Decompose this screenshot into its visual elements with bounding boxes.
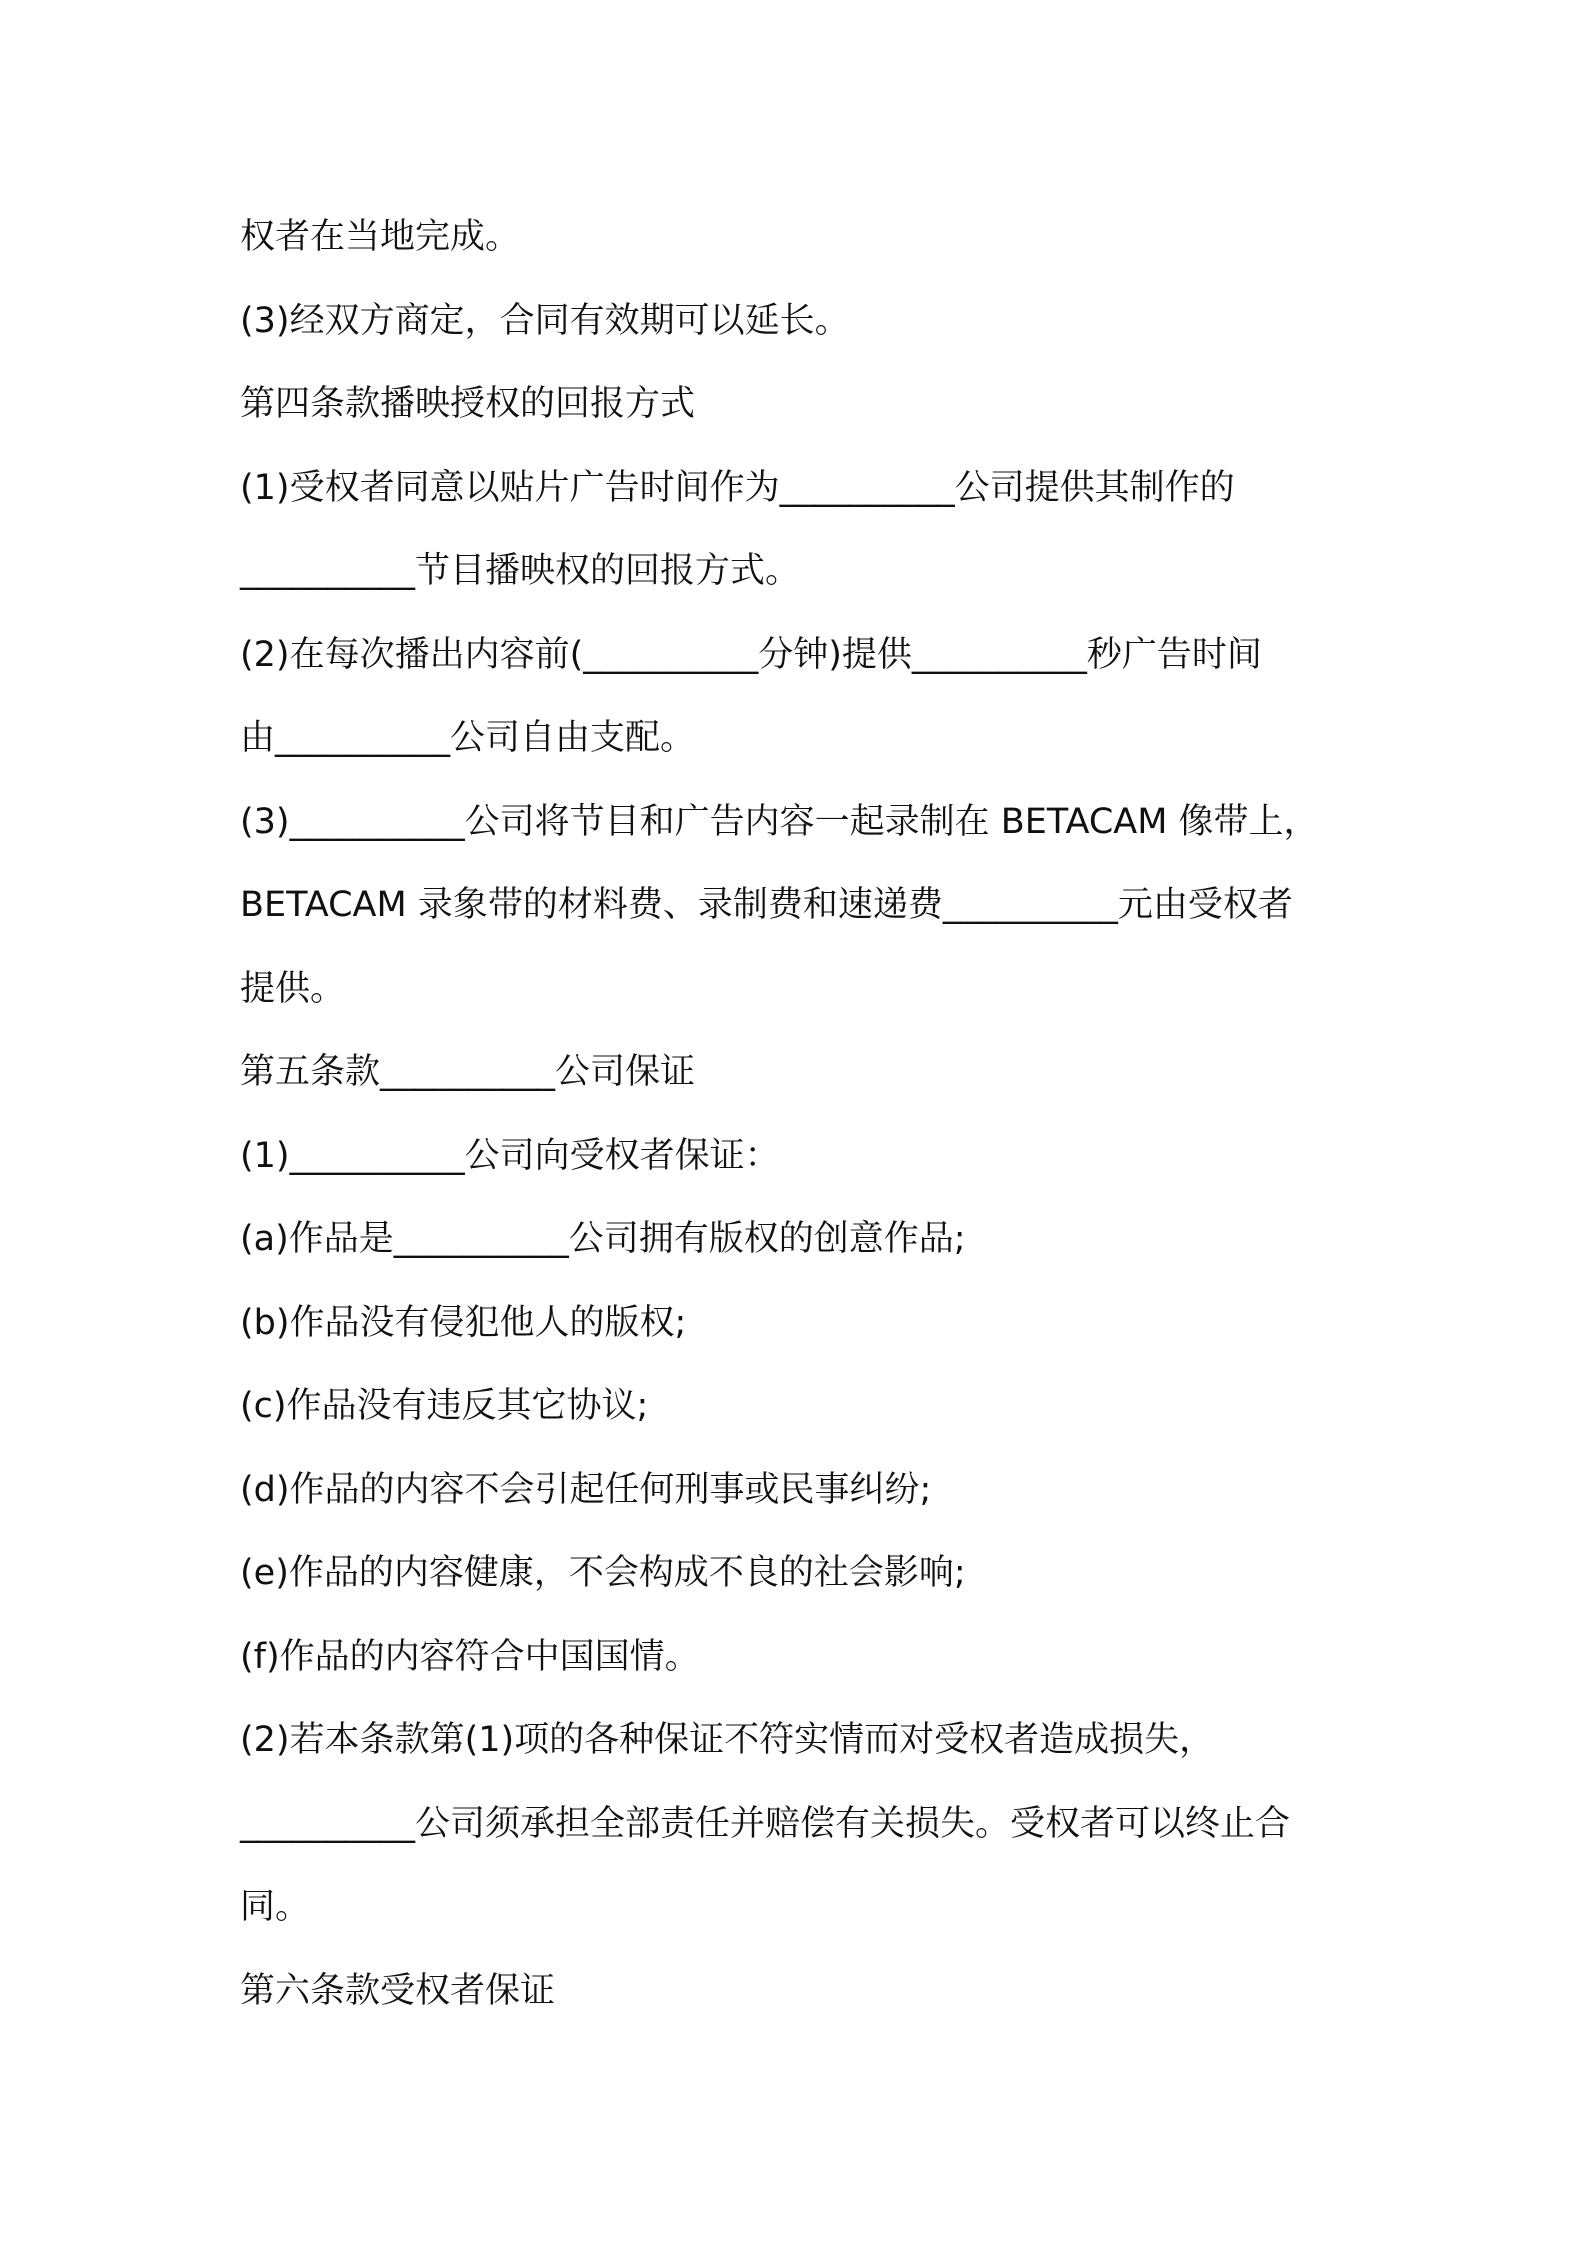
text-line: (2)若本条款第(1)项的各种保证不符实情而对受权者造成损失， xyxy=(240,1720,1215,1760)
text-line: BETACAM 录象带的材料费、录制费和速递费__________元由受权者 xyxy=(240,885,1293,925)
text-line: (3)经双方商定，合同有效期可以延长。 xyxy=(240,300,850,341)
document-body xyxy=(240,196,1370,2033)
text-line: 同。 xyxy=(240,1887,311,1927)
section-heading: 第四条款播映授权的回报方式 xyxy=(240,384,696,424)
text-line: (2)在每次播出内容前(__________分钟)提供__________秒广告时间 xyxy=(240,634,1262,675)
text-line: __________节目播映权的回报方式。 xyxy=(240,551,801,591)
text-line: 权者在当地完成。 xyxy=(240,217,521,257)
text-line: 由__________公司自由支配。 xyxy=(240,718,696,758)
text-line: (1)受权者同意以贴片广告时间作为__________公司提供其制作的 xyxy=(240,467,1235,508)
list-item: (c)作品没有违反其它协议; xyxy=(240,1386,649,1426)
list-item: (a)作品是__________公司拥有版权的创意作品; xyxy=(240,1219,966,1259)
list-item: (f)作品的内容符合中国国情。 xyxy=(240,1636,700,1677)
list-item: (d)作品的内容不会引起任何刑事或民事纠纷; xyxy=(240,1469,932,1510)
text-line: (1)__________公司向受权者保证： xyxy=(240,1135,780,1176)
text-line: 提供。 xyxy=(240,968,346,1009)
section-heading: 第六条款受权者保证 xyxy=(240,1970,556,2011)
list-item: (b)作品没有侵犯他人的版权; xyxy=(240,1302,687,1343)
text-line: (3)__________公司将节目和广告内容一起录制在 BETACAM 像带上， xyxy=(240,801,1319,842)
section-heading: 第五条款__________公司保证 xyxy=(240,1052,696,1092)
text-line: __________公司须承担全部责任并赔偿有关损失。受权者可以终止合 xyxy=(240,1803,1291,1844)
list-item: (e)作品的内容健康，不会构成不良的社会影响; xyxy=(240,1553,966,1593)
